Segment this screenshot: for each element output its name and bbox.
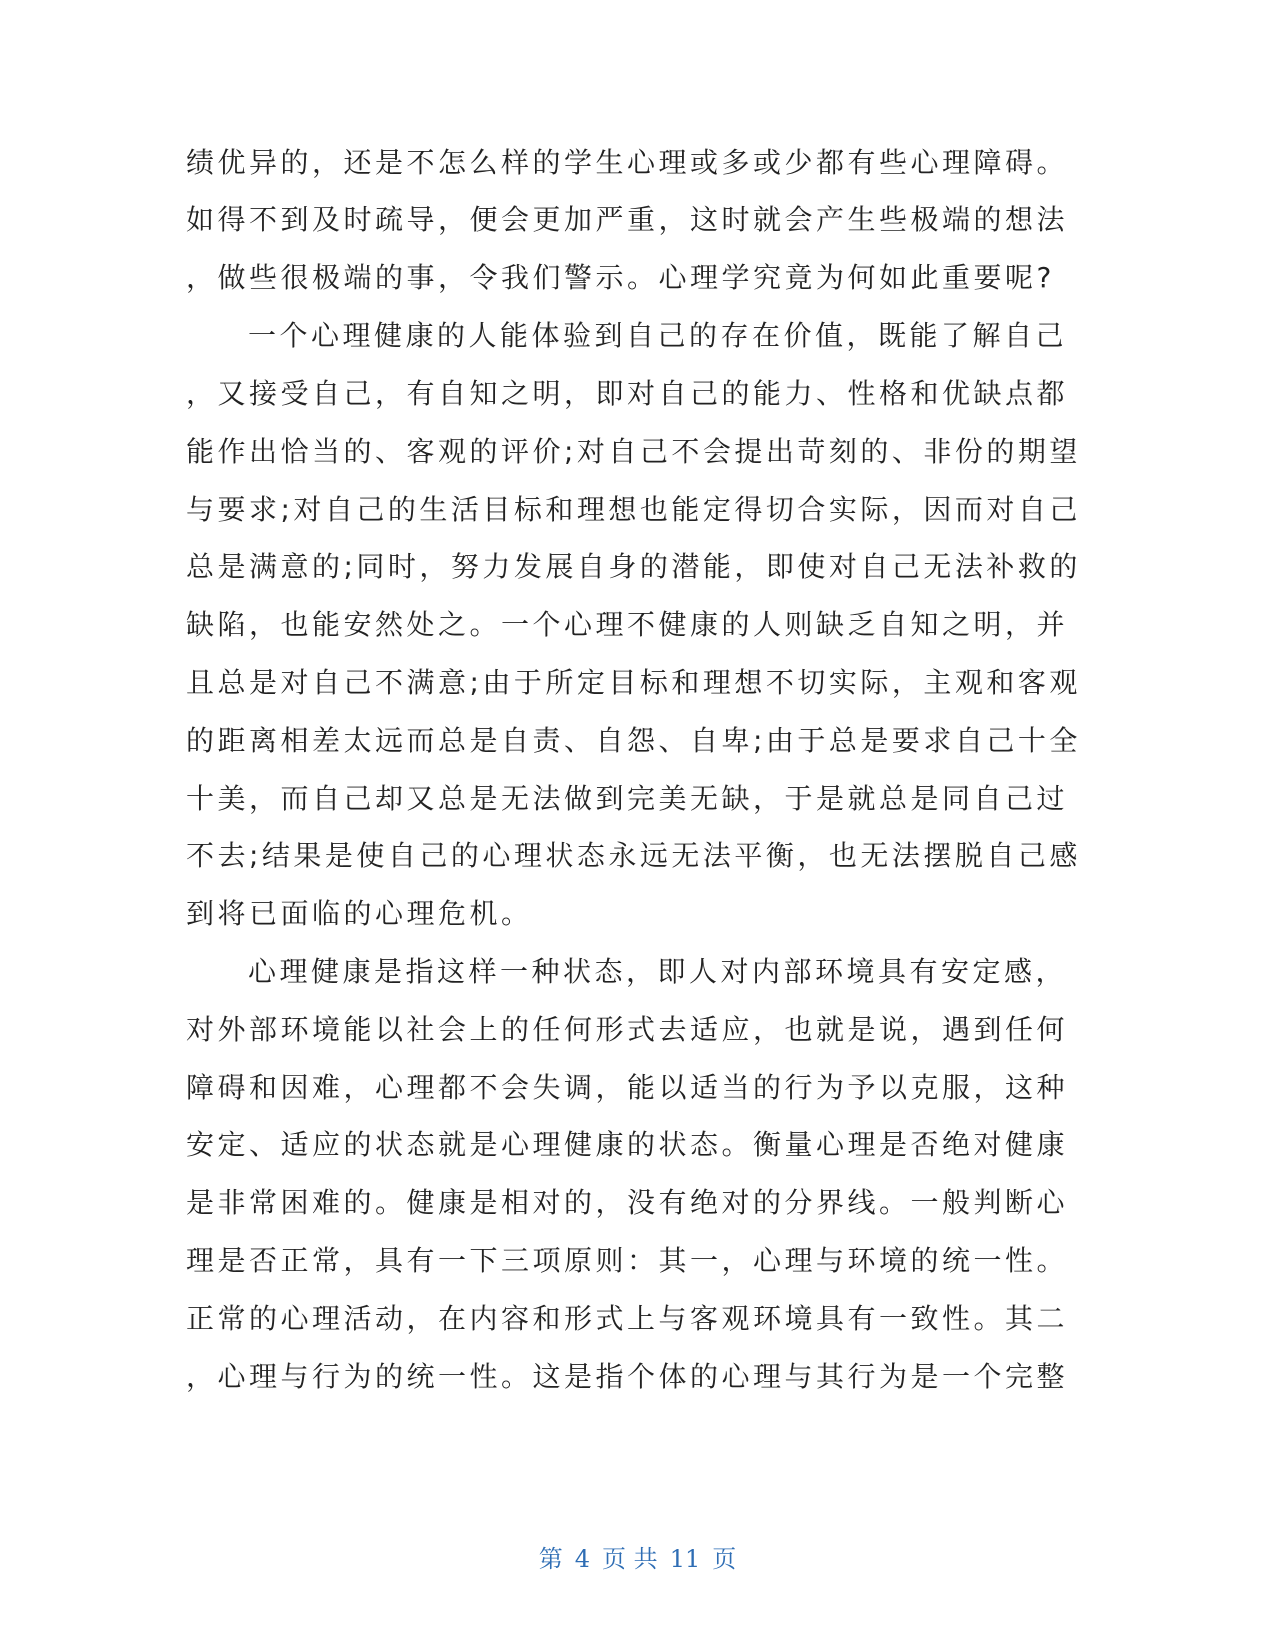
text-line: 的距离相差太远而总是自责、自怨、自卑;由于总是要求自己十全 [186, 724, 1081, 757]
page-footer [0, 1542, 1275, 1576]
text-line: ，又接受自己，有自知之明，即对自己的能力、性格和优缺点都 [186, 377, 1069, 410]
text-line: 理是否正常，具有一下三项原则：其一，心理与环境的统一性。 [186, 1244, 1069, 1277]
footer-prefix: 第 [538, 1545, 563, 1573]
text-line: 正常的心理活动，在内容和形式上与客观环境具有一致性。其二 [186, 1302, 1069, 1335]
text-line: 十美，而自己却又总是无法做到完美无缺，于是就总是同自己过 [186, 782, 1069, 815]
text-line: 障碍和因难，心理都不会失调，能以适当的行为予以克服，这种 [186, 1071, 1069, 1104]
text-line: ，做些很极端的事，令我们警示。心理学究竟为何如此重要呢? [186, 261, 1055, 294]
text-line: 与要求;对自己的生活目标和理想也能定得切合实际，因而对自己 [186, 493, 1081, 526]
text-line: 是非常困难的。健康是相对的，没有绝对的分界线。一般判断心 [186, 1186, 1069, 1219]
text-line: 到将已面临的心理危机。 [186, 897, 533, 930]
text-line: 不去;结果是使自己的心理状态永远无法平衡，也无法摆脱自己感 [186, 839, 1081, 872]
text-line: 绩优异的，还是不怎么样的学生心理或多或少都有些心理障碍。 [186, 146, 1069, 179]
text-line: 总是满意的;同时，努力发展自身的潜能，即使对自己无法补救的 [186, 550, 1081, 583]
paragraph-start-line: 心理健康是指这样一种状态，即人对内部环境具有安定感， [248, 955, 1068, 988]
footer-suffix: 页 [712, 1545, 737, 1573]
paragraph-start-line: 一个心理健康的人能体验到自己的存在价值，既能了解自己 [248, 319, 1068, 352]
text-line: 如得不到及时疏导，便会更加严重，这时就会产生些极端的想法 [186, 203, 1069, 236]
current-page-number: 4 [574, 1545, 591, 1573]
footer-middle: 页 共 [602, 1545, 658, 1573]
text-line: 缺陷，也能安然处之。一个心理不健康的人则缺乏自知之明，并 [186, 608, 1069, 641]
text-line: 对外部环境能以社会上的任何形式去适应，也就是说，遇到任何 [186, 1013, 1069, 1046]
total-page-count: 11 [669, 1545, 701, 1573]
text-line: ，心理与行为的统一性。这是指个体的心理与其行为是一个完整 [186, 1360, 1069, 1393]
text-line: 能作出恰当的、客观的评价;对自己不会提出苛刻的、非份的期望 [186, 435, 1081, 468]
text-line: 安定、适应的状态就是心理健康的状态。衡量心理是否绝对健康 [186, 1128, 1069, 1161]
text-line: 且总是对自己不满意;由于所定目标和理想不切实际，主观和客观 [186, 666, 1081, 699]
